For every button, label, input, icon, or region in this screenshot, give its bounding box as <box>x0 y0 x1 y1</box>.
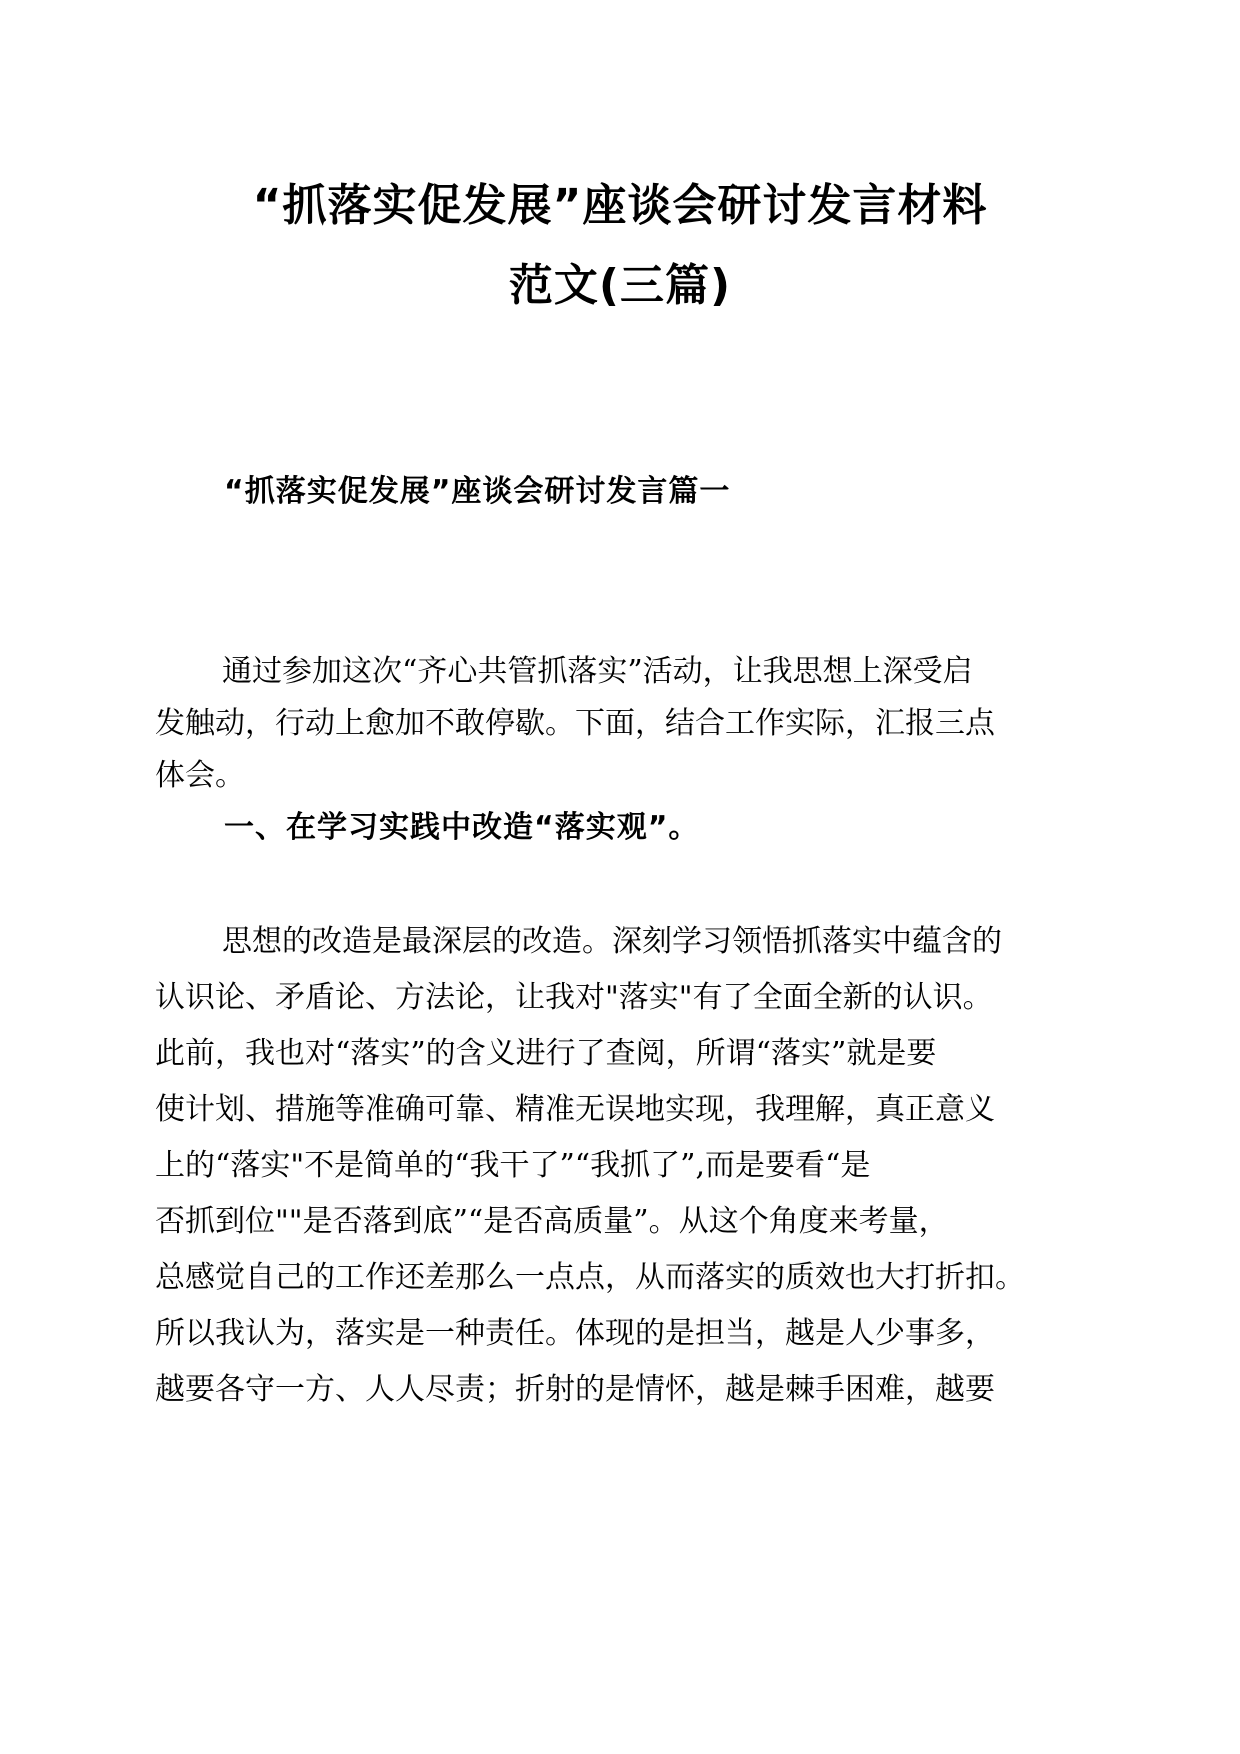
paragraph-line: 认识论、矛盾论、方法论，让我对"落实"有了全面全新的认识。 <box>155 980 993 1015</box>
paragraph-line: 总感觉自己的工作还差那么一点点，从而落实的质效也大打折扣。 <box>155 1260 1025 1295</box>
section-heading: “抓落实促发展”座谈会研讨发言篇一 <box>224 474 731 509</box>
paragraph-line: 通过参加这次“齐心共管抓落实”活动，让我思想上深受启 <box>222 654 973 689</box>
paragraph-line: 体会。 <box>155 758 245 793</box>
paragraph-line: 所以我认为，落实是一种责任。体现的是担当，越是人少事多， <box>155 1316 995 1351</box>
body-paragraph <box>155 914 1085 1418</box>
paragraph-line: 否抓到位""是否落到底”“是否高质量”。从这个角度来考量， <box>155 1204 949 1239</box>
paragraph-line: 使计划、措施等准确可靠、精准无误地实现，我理解，真正意义 <box>155 1092 995 1127</box>
paragraph-line: 越要各守一方、人人尽责；折射的是情怀，越是棘手困难，越要 <box>155 1372 995 1407</box>
paragraph-line: 上的“落实"不是简单的“我干了”“我抓了”,而是要看“是 <box>155 1148 871 1183</box>
paragraph-line: 此前，我也对“落实”的含义进行了查阅，所谓“落实”就是要 <box>155 1036 937 1071</box>
document-title-line-2: 范文(三篇) <box>508 260 732 311</box>
subheading-1: 一、在学习实践中改造“落实观”。 <box>224 810 700 845</box>
document-title-line-1: “抓落实促发展”座谈会研讨发言材料 <box>252 180 988 231</box>
paragraph-line: 思想的改造是最深层的改造。深刻学习领悟抓落实中蕴含的 <box>222 924 1002 959</box>
intro-paragraph <box>155 646 1085 802</box>
paragraph-line: 发触动，行动上愈加不敢停歇。下面，结合工作实际，汇报三点 <box>155 706 995 741</box>
